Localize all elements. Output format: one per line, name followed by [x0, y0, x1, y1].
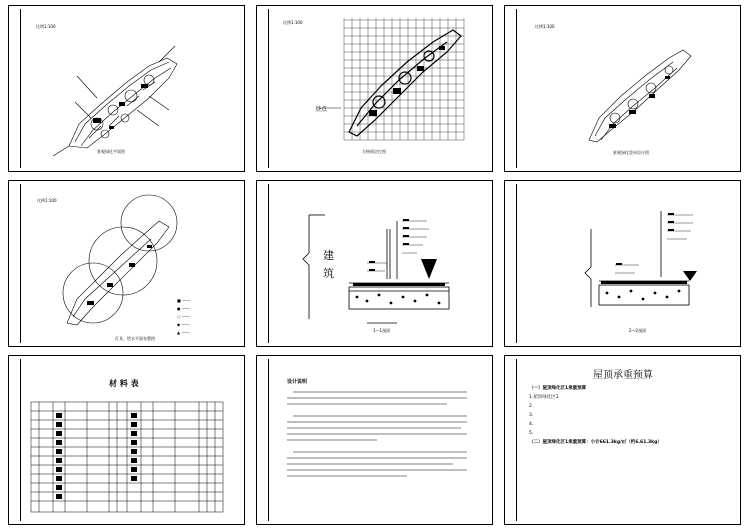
- budget-title: 屋顶承重预算: [593, 370, 653, 381]
- sheet-landscape-plan: [8, 5, 245, 172]
- budget-lines: [529, 384, 662, 447]
- budget-line: （一）屋顶绿化区1承重预算: [529, 386, 587, 391]
- legend-item: ○ ——: [177, 314, 190, 319]
- sheet-grid-positioning: [256, 5, 493, 172]
- legend-item: ■ ——: [177, 298, 191, 303]
- legend: [177, 297, 190, 337]
- table-title: 材 料 表: [109, 379, 139, 388]
- budget-line: 2.: [529, 404, 534, 409]
- sheet-section-1: [256, 180, 493, 347]
- section-label: 1—1剖面: [373, 328, 391, 333]
- sheet-section-2: [504, 180, 741, 347]
- sheet-caption: 景观绿化平面图: [97, 149, 125, 154]
- budget-line: 3.: [529, 413, 534, 418]
- scale-label: 比例1:100: [37, 198, 57, 203]
- section-1-drawing: [257, 181, 493, 347]
- design-notes-text-block: [257, 356, 493, 525]
- section-2-drawing: [505, 181, 741, 347]
- sheet-caption: 灯具、给水平面布置图: [115, 336, 155, 341]
- building-label: 建 筑: [323, 249, 334, 280]
- material-table-grid: [9, 356, 245, 525]
- sheet-vertical-design: [504, 5, 741, 172]
- budget-line: 4.: [529, 422, 534, 427]
- sheet-material-table: [8, 355, 245, 525]
- scale-label: 比例1:100: [535, 24, 555, 29]
- vertical-design-drawing: [505, 6, 741, 172]
- grid-positioning-drawing: [257, 6, 493, 172]
- sheet-design-notes: [256, 355, 493, 525]
- legend-item: ● ——: [177, 306, 190, 311]
- budget-line: 1.屋顶绿化区1: [529, 395, 559, 400]
- section-label: 2—2剖面: [629, 328, 647, 333]
- legend-item: ◆ ——: [177, 322, 190, 327]
- origin-point-label: 基点: [315, 106, 328, 113]
- scale-label: 比例1:100: [36, 24, 56, 29]
- title-block-strip: [508, 359, 517, 521]
- budget-line: 5.: [529, 431, 534, 436]
- scale-label: 比例1:100: [283, 20, 303, 25]
- landscape-plan-drawing: [9, 6, 245, 172]
- sheet-lighting-water-plan: [8, 180, 245, 347]
- sheet-caption: 方格网定位图: [362, 149, 386, 154]
- sheet-roof-load-budget: [504, 355, 741, 525]
- legend-item: ▲ ——: [177, 330, 190, 335]
- budget-line: （二）屋顶绿化区1承重预算：小计661.3kg/㎡（约6.61.3kg）: [529, 440, 662, 445]
- lighting-water-drawing: [9, 181, 245, 347]
- notes-title: 设计说明: [287, 379, 308, 385]
- sheet-caption: 景观绿化竖向设计图: [613, 150, 649, 155]
